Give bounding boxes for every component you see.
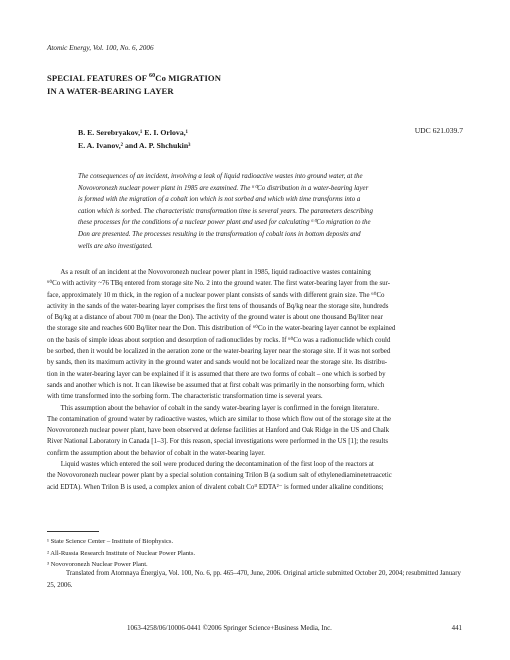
title-suffix: Co MIGRATION <box>155 73 221 83</box>
body-line: face, approximately 10 m thick, in the region of a nuclear power plant consists of sands with different grain size. The ⁶⁰Co <box>47 291 385 299</box>
footnote-1: ¹ State Science Center – Institute of Biophysics. <box>47 538 174 545</box>
body-line: activity in the sands of the water-bearing layer comprises the first tens of thousands of Bq/kg near the storage site, hundreds <box>47 302 389 310</box>
body-line: The contamination of ground water by radioactive wastes, which are similar to those which flow out of the storage site at the <box>47 415 392 423</box>
body-line: River National Laboratory in Canada [1–3]. For this reason, special investigations were performed in the US [1]; the results <box>47 438 388 446</box>
body-line: on the basis of simple ideas about sorption and desorption of radionuclides by rocks. If ⁶⁰Co was a radionuclide which could <box>47 336 391 344</box>
abstract-line: Don are presented. The processes resulting in the transformation of cobalt ions in bottom deposits and <box>78 230 361 238</box>
body-line: Liquid wastes which entered the soil were produced during the decontamination of the first loop of the reactors at <box>47 461 374 469</box>
abstract-line: Novovoronezh nuclear power plant in 1985 are examined. The ⁶⁰Co distribution in a water-bearing layer <box>78 184 369 192</box>
body-line: acid EDTA). When Trilon B is used, a complex anion of divalent cobalt Coᴵᴵ EDTA²⁻ is formed under alkaline conditions; <box>47 483 384 491</box>
authors-line-2: E. A. Ivanov,² and A. P. Shchukin³ <box>78 141 191 150</box>
abstract-line: these processes for the conditions of a nuclear power plant and used for calculating ⁶⁰Co migration to the <box>78 219 371 227</box>
abstract-line: cation which is sorbed. The characteristic transformation time is several years. The parameters describing <box>78 207 373 215</box>
abstract <box>78 171 433 252</box>
title-isotope-mass: 60 <box>149 73 156 80</box>
author-list <box>78 126 191 152</box>
body-paragraph-3 <box>47 459 463 493</box>
translation-note: Translated from Atomnaya Énergiya, Vol. 100, No. 6, pp. 465–470, June, 2006. Original article submitted October 20, 2004; resubmitted January 25, 2006. <box>47 570 461 589</box>
body-line: sands and another which is not. It can likewise be assumed that at first cobalt was primarily in the nonsorbing form, which <box>47 381 385 389</box>
journal-citation: Atomic Energy, Vol. 100, No. 6, 2006 <box>47 44 154 52</box>
abstract-line: is formed with the migration of a cobalt ion which is not sorbed and which with time transforms into a <box>78 196 361 204</box>
copyright-line: 1063-4258/06/10006-0441 ©2006 Springer Science+Business Media, Inc. <box>127 625 332 632</box>
authors-line-1: B. E. Serebryakov,¹ E. I. Orlova,¹ <box>78 128 189 137</box>
article-title <box>47 72 221 98</box>
body-paragraph-1 <box>47 267 463 403</box>
body-line: confirm the assumption about the behavior of cobalt in the water-bearing layer. <box>47 449 265 457</box>
body-line: Novovoronezh nuclear power plant, have been observed at defense facilities at Hanford and Oak Ridge in the US and Chalk <box>47 427 390 435</box>
body-paragraph-2 <box>47 403 463 459</box>
body-line: This assumption about the behavior of cobalt in the sandy water-bearing layer is confirmed in the foreign literature. <box>47 404 379 412</box>
body-line: by sands, then its maximum activity in the ground water and sands would not be localized near the storage site. Its distribu- <box>47 359 388 367</box>
footnote-2: ² All-Russia Research Institute of Nuclear Power Plants. <box>47 549 196 557</box>
udc-code: UDC 621.039.7 <box>414 126 463 135</box>
footnote-3: ³ Novovoronezh Nuclear Power Plant. <box>47 561 148 569</box>
body-line: be sorbed, then it would be localized in the aeration zone or the water-bearing layer near the storage site. If it was not sorbed <box>47 348 391 356</box>
body-line: the Novovoronezh nuclear power plant by a special solution containing Trilon B (a sodium salt of ethylenediaminetetraacetic <box>47 472 392 480</box>
abstract-line: wells are also investigated. <box>78 242 153 250</box>
body-line: with time transformed into the sorbing form. The characteristic transformation time is several years. <box>47 393 323 401</box>
body-line: the storage site and reaches 600 Bq/liter near the Don. This distribution of ⁶⁰Co in the water-bearing layer cannot be explained <box>47 325 396 333</box>
body-line: ⁶⁰Co with activity ~76 TBq entered from storage site No. 2 into the ground water. The first water-bearing layer from the sur- <box>47 280 391 288</box>
body-line: As a result of an incident at the Novovoronezh nuclear power plant in 1985, liquid radioactive wastes containing <box>47 269 371 276</box>
page-number: 441 <box>451 625 462 632</box>
title-prefix: SPECIAL FEATURES OF <box>47 73 150 83</box>
abstract-line: The consequences of an incident, involving a leak of liquid radioactive wastes into ground water, at the <box>78 173 363 180</box>
footnote-divider <box>47 531 99 532</box>
body-line: tion in the water-bearing layer can be explained if it is assumed that there are two forms of cobalt – one which is sorbed by <box>47 370 386 378</box>
affiliation-footnotes <box>47 536 195 571</box>
body-line: of Bq/kg at a distance of about 700 m (near the Don). The activity of the ground water is about one thousand Bq/liter near <box>47 314 383 322</box>
title-line-2: IN A WATER-BEARING LAYER <box>47 86 174 96</box>
title-line-1 <box>47 72 221 85</box>
article-body <box>47 267 463 493</box>
